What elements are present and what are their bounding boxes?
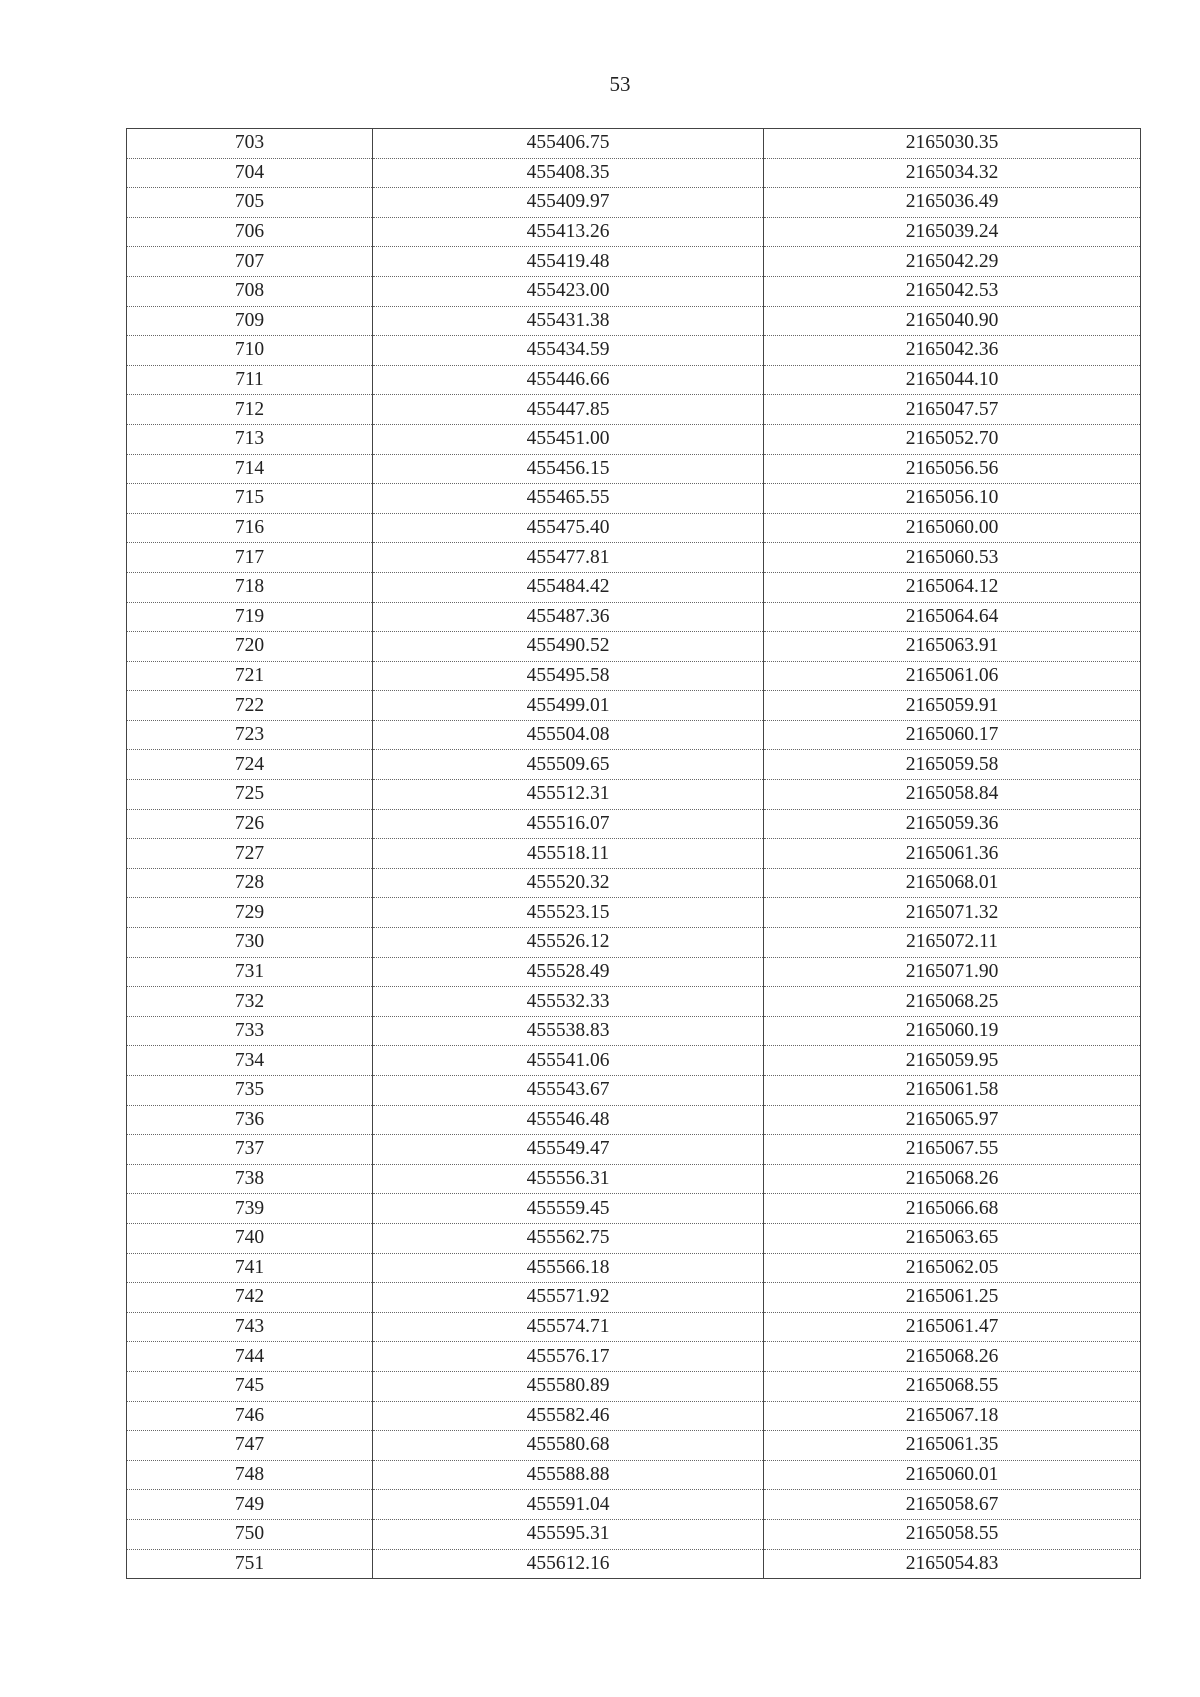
table-row xyxy=(127,1016,1141,1046)
point-number-cell: 742 xyxy=(127,1283,373,1313)
point-number-cell: 720 xyxy=(127,632,373,662)
table-row xyxy=(127,868,1141,898)
x-coordinate-cell: 455419.48 xyxy=(373,247,764,277)
table-row xyxy=(127,1431,1141,1461)
y-coordinate-cell: 2165052.70 xyxy=(764,424,1141,454)
x-coordinate-cell: 455538.83 xyxy=(373,1016,764,1046)
y-coordinate-cell: 2165068.25 xyxy=(764,987,1141,1017)
point-number-cell: 704 xyxy=(127,158,373,188)
table-row xyxy=(127,898,1141,928)
table-row xyxy=(127,1519,1141,1549)
table-row xyxy=(127,1312,1141,1342)
table-row xyxy=(127,661,1141,691)
point-number-cell: 703 xyxy=(127,129,373,159)
table-row xyxy=(127,780,1141,810)
x-coordinate-cell: 455546.48 xyxy=(373,1105,764,1135)
x-coordinate-cell: 455528.49 xyxy=(373,957,764,987)
x-coordinate-cell: 455487.36 xyxy=(373,602,764,632)
table-row xyxy=(127,1223,1141,1253)
x-coordinate-cell: 455574.71 xyxy=(373,1312,764,1342)
point-number-cell: 722 xyxy=(127,691,373,721)
x-coordinate-cell: 455576.17 xyxy=(373,1342,764,1372)
table-row xyxy=(127,720,1141,750)
x-coordinate-cell: 455595.31 xyxy=(373,1519,764,1549)
y-coordinate-cell: 2165062.05 xyxy=(764,1253,1141,1283)
point-number-cell: 740 xyxy=(127,1223,373,1253)
table-row xyxy=(127,484,1141,514)
x-coordinate-cell: 455484.42 xyxy=(373,572,764,602)
y-coordinate-cell: 2165058.67 xyxy=(764,1490,1141,1520)
point-number-cell: 715 xyxy=(127,484,373,514)
table-row xyxy=(127,217,1141,247)
x-coordinate-cell: 455518.11 xyxy=(373,839,764,869)
y-coordinate-cell: 2165036.49 xyxy=(764,188,1141,218)
point-number-cell: 716 xyxy=(127,513,373,543)
y-coordinate-cell: 2165067.55 xyxy=(764,1135,1141,1165)
y-coordinate-cell: 2165058.55 xyxy=(764,1519,1141,1549)
x-coordinate-cell: 455446.66 xyxy=(373,365,764,395)
x-coordinate-cell: 455532.33 xyxy=(373,987,764,1017)
x-coordinate-cell: 455465.55 xyxy=(373,484,764,514)
point-number-cell: 717 xyxy=(127,543,373,573)
y-coordinate-cell: 2165068.26 xyxy=(764,1342,1141,1372)
x-coordinate-cell: 455543.67 xyxy=(373,1076,764,1106)
table-row xyxy=(127,1490,1141,1520)
table-row xyxy=(127,365,1141,395)
x-coordinate-cell: 455413.26 xyxy=(373,217,764,247)
x-coordinate-cell: 455423.00 xyxy=(373,276,764,306)
coordinates-table-body xyxy=(127,129,1141,1579)
x-coordinate-cell: 455559.45 xyxy=(373,1194,764,1224)
y-coordinate-cell: 2165064.12 xyxy=(764,572,1141,602)
y-coordinate-cell: 2165044.10 xyxy=(764,365,1141,395)
x-coordinate-cell: 455612.16 xyxy=(373,1549,764,1579)
x-coordinate-cell: 455512.31 xyxy=(373,780,764,810)
x-coordinate-cell: 455409.97 xyxy=(373,188,764,218)
y-coordinate-cell: 2165061.06 xyxy=(764,661,1141,691)
point-number-cell: 739 xyxy=(127,1194,373,1224)
x-coordinate-cell: 455434.59 xyxy=(373,336,764,366)
x-coordinate-cell: 455523.15 xyxy=(373,898,764,928)
x-coordinate-cell: 455562.75 xyxy=(373,1223,764,1253)
y-coordinate-cell: 2165061.47 xyxy=(764,1312,1141,1342)
y-coordinate-cell: 2165059.95 xyxy=(764,1046,1141,1076)
x-coordinate-cell: 455431.38 xyxy=(373,306,764,336)
table-row xyxy=(127,306,1141,336)
x-coordinate-cell: 455451.00 xyxy=(373,424,764,454)
x-coordinate-cell: 455526.12 xyxy=(373,928,764,958)
y-coordinate-cell: 2165039.24 xyxy=(764,217,1141,247)
point-number-cell: 719 xyxy=(127,602,373,632)
point-number-cell: 748 xyxy=(127,1460,373,1490)
y-coordinate-cell: 2165061.35 xyxy=(764,1431,1141,1461)
x-coordinate-cell: 455456.15 xyxy=(373,454,764,484)
point-number-cell: 732 xyxy=(127,987,373,1017)
point-number-cell: 721 xyxy=(127,661,373,691)
x-coordinate-cell: 455580.89 xyxy=(373,1371,764,1401)
x-coordinate-cell: 455475.40 xyxy=(373,513,764,543)
x-coordinate-cell: 455556.31 xyxy=(373,1164,764,1194)
x-coordinate-cell: 455571.92 xyxy=(373,1283,764,1313)
y-coordinate-cell: 2165065.97 xyxy=(764,1105,1141,1135)
table-row xyxy=(127,809,1141,839)
point-number-cell: 728 xyxy=(127,868,373,898)
y-coordinate-cell: 2165058.84 xyxy=(764,780,1141,810)
point-number-cell: 710 xyxy=(127,336,373,366)
table-row xyxy=(127,543,1141,573)
y-coordinate-cell: 2165060.01 xyxy=(764,1460,1141,1490)
point-number-cell: 746 xyxy=(127,1401,373,1431)
point-number-cell: 749 xyxy=(127,1490,373,1520)
table-row xyxy=(127,1342,1141,1372)
table-row xyxy=(127,454,1141,484)
x-coordinate-cell: 455509.65 xyxy=(373,750,764,780)
y-coordinate-cell: 2165056.10 xyxy=(764,484,1141,514)
point-number-cell: 708 xyxy=(127,276,373,306)
y-coordinate-cell: 2165061.36 xyxy=(764,839,1141,869)
point-number-cell: 709 xyxy=(127,306,373,336)
table-row xyxy=(127,691,1141,721)
table-row xyxy=(127,632,1141,662)
table-row xyxy=(127,336,1141,366)
table-row xyxy=(127,188,1141,218)
x-coordinate-cell: 455516.07 xyxy=(373,809,764,839)
point-number-cell: 736 xyxy=(127,1105,373,1135)
point-number-cell: 744 xyxy=(127,1342,373,1372)
x-coordinate-cell: 455588.88 xyxy=(373,1460,764,1490)
y-coordinate-cell: 2165059.91 xyxy=(764,691,1141,721)
table-row xyxy=(127,1549,1141,1579)
point-number-cell: 751 xyxy=(127,1549,373,1579)
y-coordinate-cell: 2165034.32 xyxy=(764,158,1141,188)
y-coordinate-cell: 2165068.55 xyxy=(764,1371,1141,1401)
y-coordinate-cell: 2165063.91 xyxy=(764,632,1141,662)
point-number-cell: 750 xyxy=(127,1519,373,1549)
point-number-cell: 738 xyxy=(127,1164,373,1194)
table-row xyxy=(127,1135,1141,1165)
x-coordinate-cell: 455580.68 xyxy=(373,1431,764,1461)
table-row xyxy=(127,424,1141,454)
x-coordinate-cell: 455495.58 xyxy=(373,661,764,691)
point-number-cell: 714 xyxy=(127,454,373,484)
table-row xyxy=(127,1401,1141,1431)
y-coordinate-cell: 2165059.36 xyxy=(764,809,1141,839)
y-coordinate-cell: 2165068.26 xyxy=(764,1164,1141,1194)
table-row xyxy=(127,395,1141,425)
table-row xyxy=(127,276,1141,306)
point-number-cell: 711 xyxy=(127,365,373,395)
y-coordinate-cell: 2165066.68 xyxy=(764,1194,1141,1224)
x-coordinate-cell: 455499.01 xyxy=(373,691,764,721)
point-number-cell: 741 xyxy=(127,1253,373,1283)
point-number-cell: 724 xyxy=(127,750,373,780)
point-number-cell: 706 xyxy=(127,217,373,247)
table-row xyxy=(127,987,1141,1017)
y-coordinate-cell: 2165061.58 xyxy=(764,1076,1141,1106)
point-number-cell: 731 xyxy=(127,957,373,987)
point-number-cell: 734 xyxy=(127,1046,373,1076)
y-coordinate-cell: 2165047.57 xyxy=(764,395,1141,425)
x-coordinate-cell: 455447.85 xyxy=(373,395,764,425)
point-number-cell: 735 xyxy=(127,1076,373,1106)
y-coordinate-cell: 2165071.90 xyxy=(764,957,1141,987)
y-coordinate-cell: 2165030.35 xyxy=(764,129,1141,159)
y-coordinate-cell: 2165061.25 xyxy=(764,1283,1141,1313)
y-coordinate-cell: 2165054.83 xyxy=(764,1549,1141,1579)
coordinates-table xyxy=(126,128,1141,1579)
point-number-cell: 725 xyxy=(127,780,373,810)
point-number-cell: 705 xyxy=(127,188,373,218)
x-coordinate-cell: 455520.32 xyxy=(373,868,764,898)
table-row xyxy=(127,1371,1141,1401)
y-coordinate-cell: 2165072.11 xyxy=(764,928,1141,958)
y-coordinate-cell: 2165064.64 xyxy=(764,602,1141,632)
y-coordinate-cell: 2165067.18 xyxy=(764,1401,1141,1431)
table-row xyxy=(127,572,1141,602)
y-coordinate-cell: 2165068.01 xyxy=(764,868,1141,898)
page-number: 53 xyxy=(609,72,631,96)
point-number-cell: 707 xyxy=(127,247,373,277)
point-number-cell: 726 xyxy=(127,809,373,839)
x-coordinate-cell: 455408.35 xyxy=(373,158,764,188)
point-number-cell: 745 xyxy=(127,1371,373,1401)
table-row xyxy=(127,1283,1141,1313)
point-number-cell: 713 xyxy=(127,424,373,454)
table-row xyxy=(127,129,1141,159)
y-coordinate-cell: 2165056.56 xyxy=(764,454,1141,484)
table-row xyxy=(127,957,1141,987)
point-number-cell: 712 xyxy=(127,395,373,425)
table-row xyxy=(127,1253,1141,1283)
x-coordinate-cell: 455566.18 xyxy=(373,1253,764,1283)
point-number-cell: 737 xyxy=(127,1135,373,1165)
table-row xyxy=(127,1105,1141,1135)
y-coordinate-cell: 2165042.53 xyxy=(764,276,1141,306)
point-number-cell: 723 xyxy=(127,720,373,750)
table-row xyxy=(127,513,1141,543)
point-number-cell: 729 xyxy=(127,898,373,928)
x-coordinate-cell: 455591.04 xyxy=(373,1490,764,1520)
point-number-cell: 733 xyxy=(127,1016,373,1046)
x-coordinate-cell: 455549.47 xyxy=(373,1135,764,1165)
x-coordinate-cell: 455504.08 xyxy=(373,720,764,750)
table-row xyxy=(127,247,1141,277)
table-row xyxy=(127,602,1141,632)
y-coordinate-cell: 2165060.53 xyxy=(764,543,1141,573)
table-row xyxy=(127,1194,1141,1224)
y-coordinate-cell: 2165059.58 xyxy=(764,750,1141,780)
table-row xyxy=(127,1164,1141,1194)
point-number-cell: 743 xyxy=(127,1312,373,1342)
point-number-cell: 730 xyxy=(127,928,373,958)
x-coordinate-cell: 455490.52 xyxy=(373,632,764,662)
y-coordinate-cell: 2165060.17 xyxy=(764,720,1141,750)
point-number-cell: 718 xyxy=(127,572,373,602)
point-number-cell: 747 xyxy=(127,1431,373,1461)
x-coordinate-cell: 455477.81 xyxy=(373,543,764,573)
y-coordinate-cell: 2165042.36 xyxy=(764,336,1141,366)
y-coordinate-cell: 2165042.29 xyxy=(764,247,1141,277)
table-row xyxy=(127,750,1141,780)
y-coordinate-cell: 2165040.90 xyxy=(764,306,1141,336)
y-coordinate-cell: 2165060.19 xyxy=(764,1016,1141,1046)
table-row xyxy=(127,1076,1141,1106)
table-row xyxy=(127,928,1141,958)
table-row xyxy=(127,1046,1141,1076)
table-row xyxy=(127,1460,1141,1490)
point-number-cell: 727 xyxy=(127,839,373,869)
y-coordinate-cell: 2165063.65 xyxy=(764,1223,1141,1253)
table-row xyxy=(127,839,1141,869)
x-coordinate-cell: 455541.06 xyxy=(373,1046,764,1076)
y-coordinate-cell: 2165060.00 xyxy=(764,513,1141,543)
x-coordinate-cell: 455582.46 xyxy=(373,1401,764,1431)
x-coordinate-cell: 455406.75 xyxy=(373,129,764,159)
table-row xyxy=(127,158,1141,188)
y-coordinate-cell: 2165071.32 xyxy=(764,898,1141,928)
